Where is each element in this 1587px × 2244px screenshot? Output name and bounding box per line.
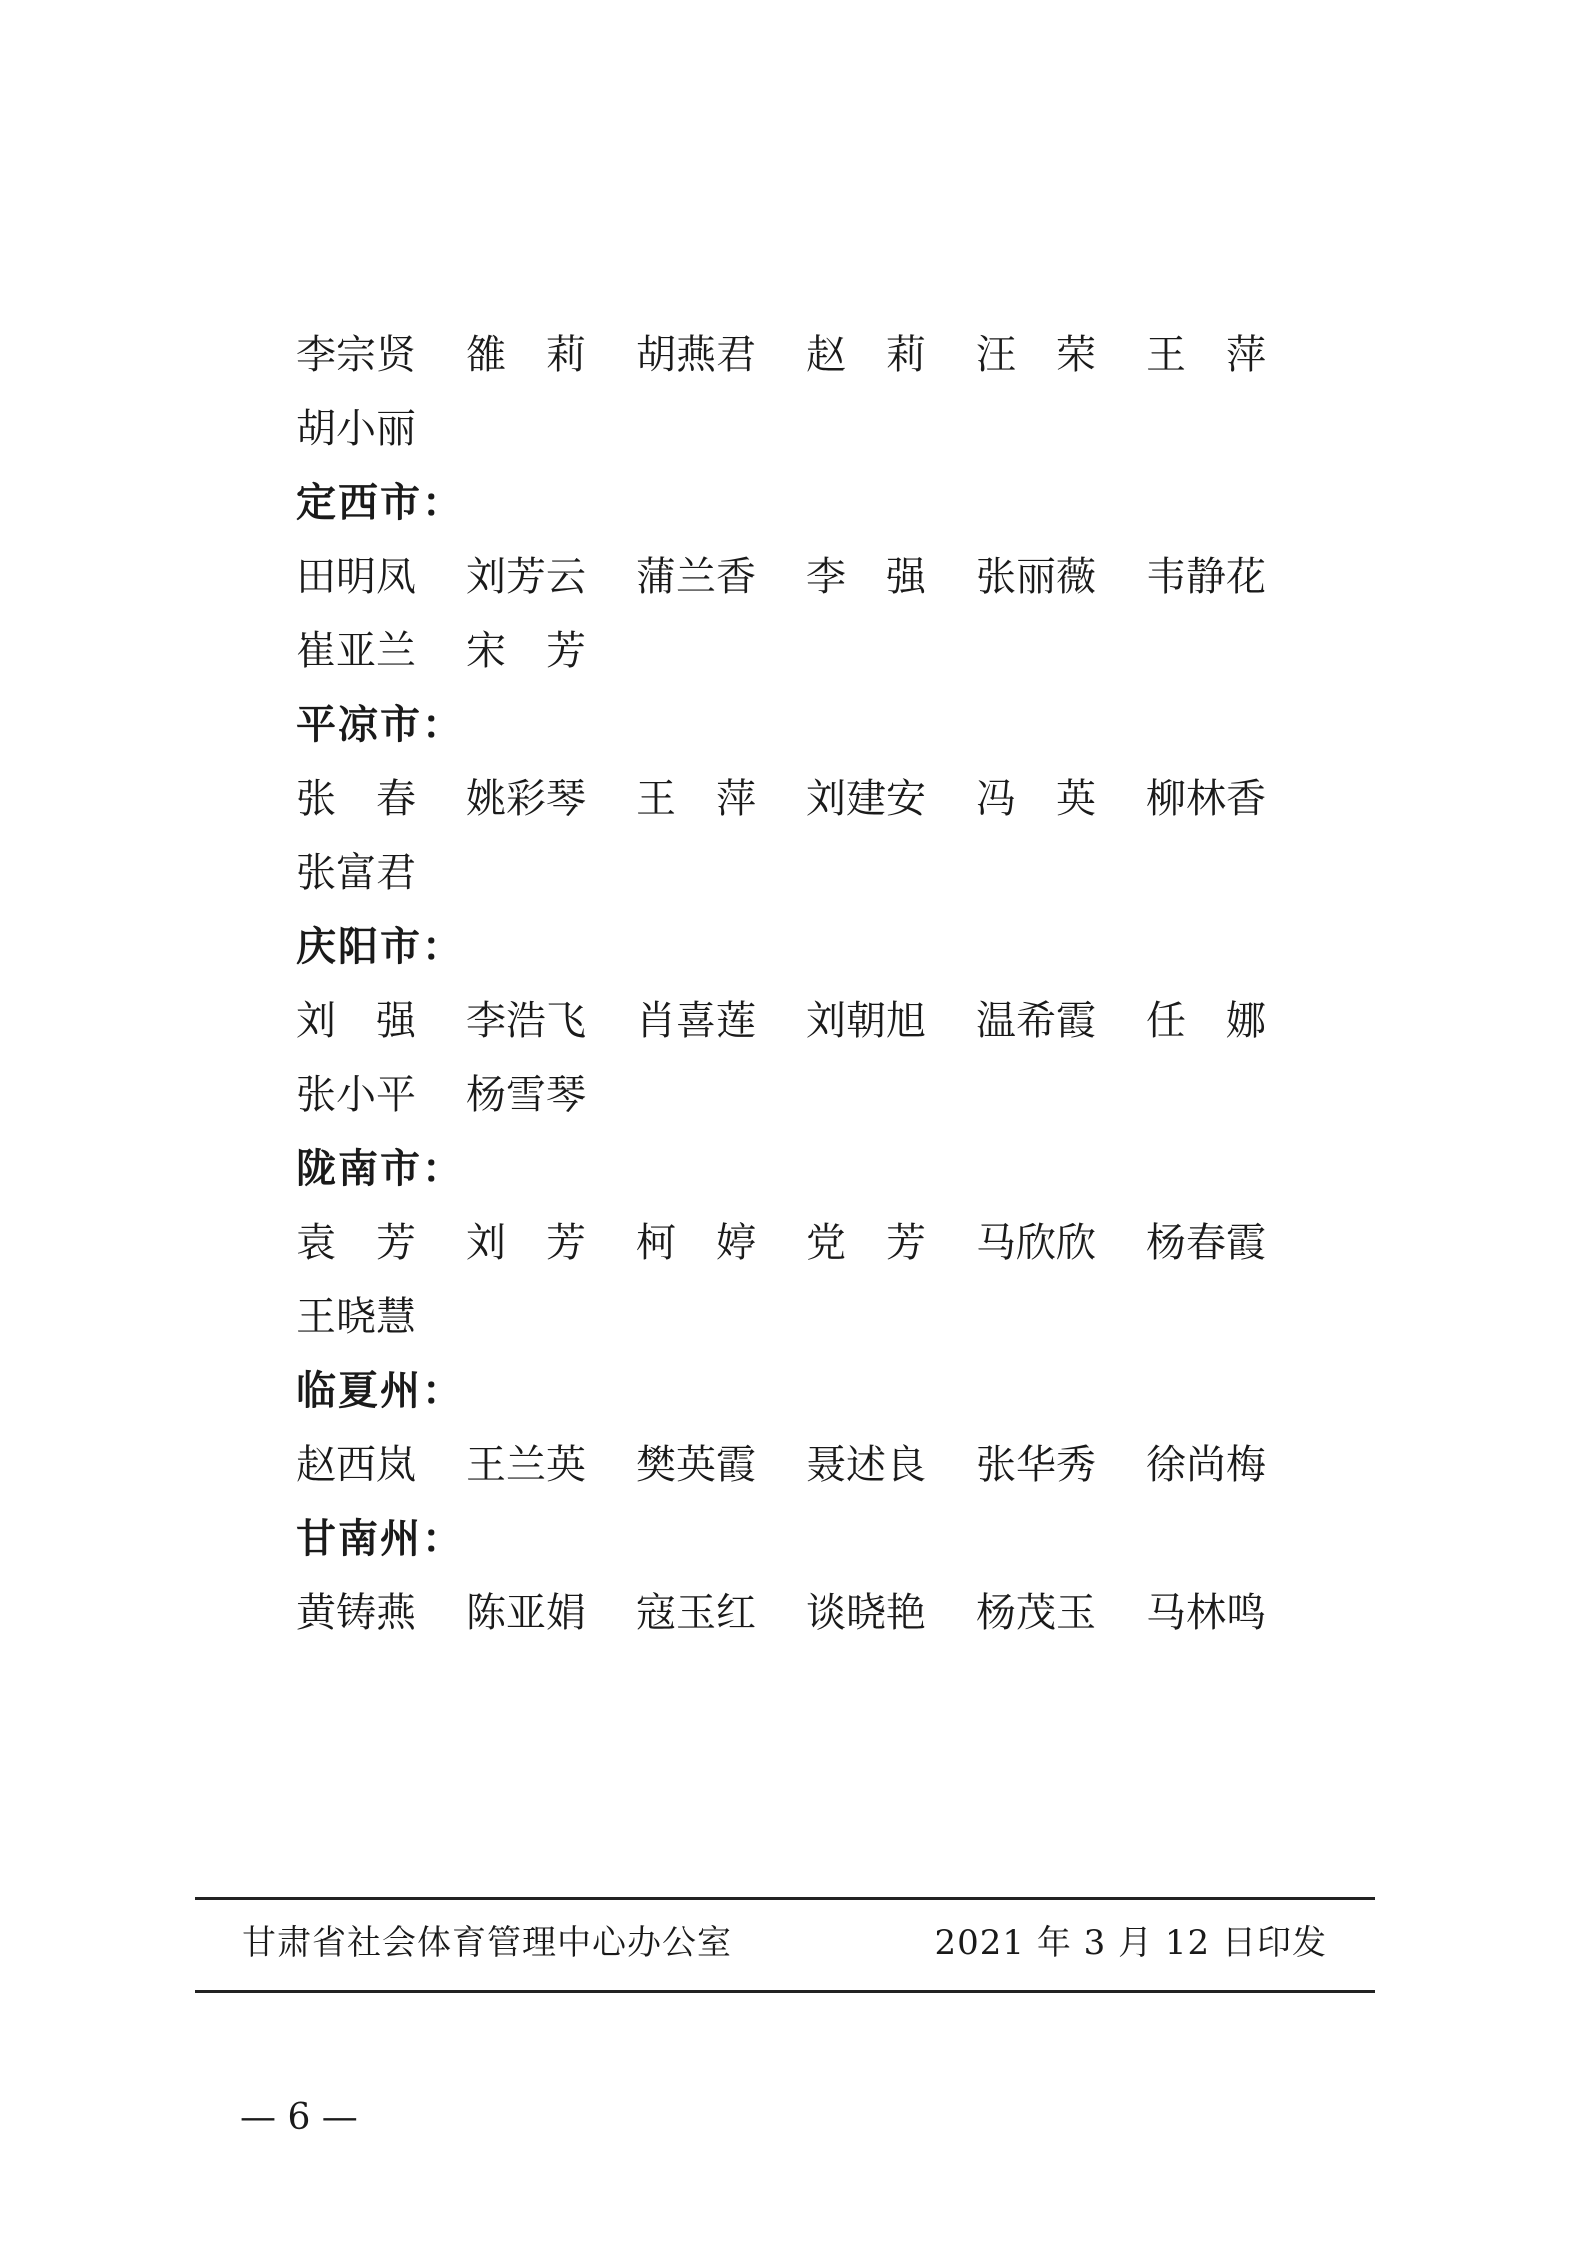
page-number: — 6 — — [240, 2097, 358, 2138]
person-name: 袁 芳 — [296, 1220, 416, 1266]
person-name: 冯 英 — [976, 776, 1096, 822]
person-name: 宋 芳 — [466, 628, 586, 674]
person-name: 赵 莉 — [806, 332, 926, 378]
person-name: 刘芳云 — [466, 554, 586, 600]
name-row — [296, 614, 1316, 688]
person-name: 谈晓艳 — [806, 1590, 926, 1636]
person-name: 崔亚兰 — [296, 628, 416, 674]
name-row — [296, 1576, 1316, 1650]
region-heading: 庆阳市： — [296, 924, 464, 970]
name-row — [296, 1280, 1316, 1354]
person-name: 樊英霞 — [636, 1442, 756, 1488]
person-name: 聂述良 — [806, 1442, 926, 1488]
person-name: 胡小丽 — [296, 406, 416, 452]
region-heading: 平凉市： — [296, 702, 464, 748]
person-name: 胡燕君 — [636, 332, 756, 378]
person-name: 任 娜 — [1146, 998, 1266, 1044]
person-name: 张华秀 — [976, 1442, 1096, 1488]
person-name: 汪 荣 — [976, 332, 1096, 378]
name-row — [296, 1058, 1316, 1132]
name-row — [296, 1206, 1316, 1280]
region-heading: 甘南州： — [296, 1516, 464, 1562]
person-name: 马林鸣 — [1146, 1590, 1266, 1636]
name-row — [296, 540, 1316, 614]
person-name: 刘建安 — [806, 776, 926, 822]
person-name: 张 春 — [296, 776, 416, 822]
person-name: 寇玉红 — [636, 1590, 756, 1636]
person-name: 党 芳 — [806, 1220, 926, 1266]
person-name: 陈亚娟 — [466, 1590, 586, 1636]
region-heading: 陇南市： — [296, 1146, 464, 1192]
person-name: 张小平 — [296, 1072, 416, 1118]
name-row — [296, 318, 1316, 392]
person-name: 刘朝旭 — [806, 998, 926, 1044]
person-name: 柳林香 — [1146, 776, 1266, 822]
person-name: 李 强 — [806, 554, 926, 600]
region-heading: 临夏州： — [296, 1368, 464, 1414]
person-name: 雒 莉 — [466, 332, 586, 378]
footer-top-rule — [195, 1897, 1375, 1900]
person-name: 姚彩琴 — [466, 776, 586, 822]
footer-issuer: 甘肃省社会体育管理中心办公室 — [242, 1923, 732, 1963]
name-row — [296, 836, 1316, 910]
person-name: 杨春霞 — [1146, 1220, 1266, 1266]
person-name: 温希霞 — [976, 998, 1096, 1044]
name-row — [296, 762, 1316, 836]
person-name: 赵西岚 — [296, 1442, 416, 1488]
person-name: 田明凤 — [296, 554, 416, 600]
name-row — [296, 984, 1316, 1058]
person-name: 肖喜莲 — [636, 998, 756, 1044]
person-name: 黄铸燕 — [296, 1590, 416, 1636]
person-name: 张富君 — [296, 850, 416, 896]
footer-bottom-rule — [195, 1990, 1375, 1993]
name-row — [296, 1428, 1316, 1502]
person-name: 柯 婷 — [636, 1220, 756, 1266]
person-name: 王 萍 — [1146, 332, 1266, 378]
person-name: 王兰英 — [466, 1442, 586, 1488]
person-name: 杨茂玉 — [976, 1590, 1096, 1636]
person-name: 张丽薇 — [976, 554, 1096, 600]
person-name: 王 萍 — [636, 776, 756, 822]
person-name: 刘 强 — [296, 998, 416, 1044]
footer-issue-date: 2021 年 3 月 12 日印发 — [934, 1923, 1327, 1963]
person-name: 徐尚梅 — [1146, 1442, 1266, 1488]
person-name: 刘 芳 — [466, 1220, 586, 1266]
person-name: 韦静花 — [1146, 554, 1266, 600]
person-name: 李宗贤 — [296, 332, 416, 378]
name-list — [296, 318, 1316, 1650]
person-name: 李浩飞 — [466, 998, 586, 1044]
person-name: 杨雪琴 — [466, 1072, 586, 1118]
person-name: 蒲兰香 — [636, 554, 756, 600]
person-name: 马欣欣 — [976, 1220, 1096, 1266]
name-row — [296, 392, 1316, 466]
region-heading: 定西市： — [296, 480, 464, 526]
person-name: 王晓慧 — [296, 1294, 416, 1340]
